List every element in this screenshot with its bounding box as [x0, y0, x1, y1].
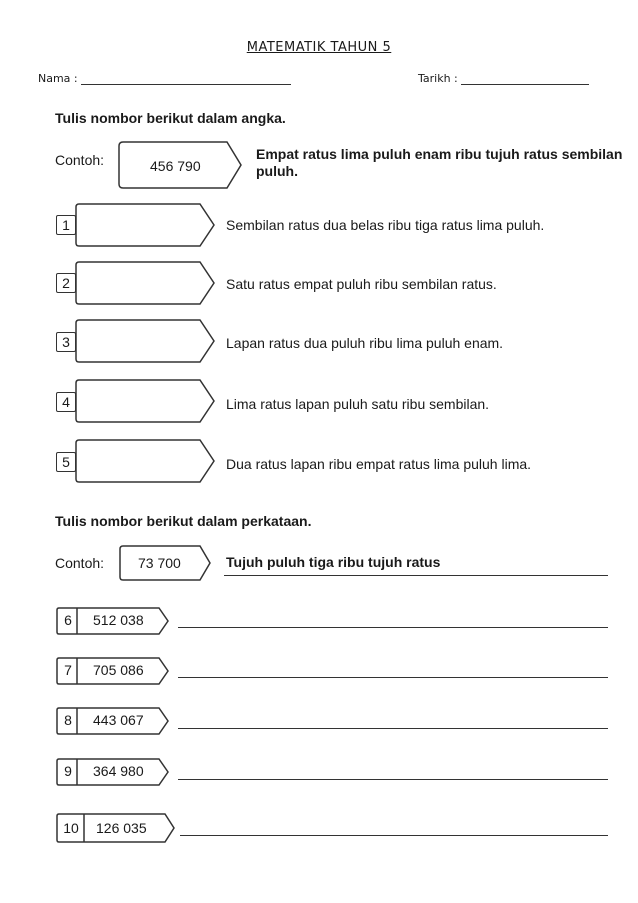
question-number-6: 6: [64, 612, 72, 628]
answer-line-7[interactable]: [178, 676, 608, 678]
section1-example-number: 456 790: [150, 158, 201, 174]
question-value-10: 126 035: [96, 820, 147, 836]
question-number-7: 7: [64, 662, 72, 678]
section2-example-words: Tujuh puluh tiga ribu tujuh ratus: [226, 554, 441, 570]
nama-label: Nama :: [38, 72, 78, 85]
question-number-9: 9: [64, 763, 72, 779]
nama-input-line[interactable]: [81, 74, 291, 85]
question-value-8: 443 067: [93, 712, 144, 728]
question-number-10: 10: [63, 820, 79, 836]
question-number-8: 8: [64, 712, 72, 728]
answer-box-5[interactable]: [74, 438, 219, 484]
section2-example-line: [224, 574, 608, 576]
answer-box-2[interactable]: [74, 260, 219, 306]
section1-example-words-line1: Empat ratus lima puluh enam ribu tujuh ratus sembilan: [256, 146, 623, 162]
answer-line-9[interactable]: [178, 778, 608, 780]
question-number-5: 5: [56, 452, 76, 472]
answer-line-10[interactable]: [180, 834, 608, 836]
question-number-1: 1: [56, 215, 76, 235]
section2-example-label: Contoh:: [55, 555, 105, 571]
question-number-2: 2: [56, 273, 76, 293]
question-value-6: 512 038: [93, 612, 144, 628]
tarikh-field: [418, 72, 589, 85]
tarikh-input-line[interactable]: [461, 74, 589, 85]
question-text-3: Lapan ratus dua puluh ribu lima puluh enam.: [226, 335, 504, 351]
question-text-2: Satu ratus empat puluh ribu sembilan ratus.: [226, 276, 497, 292]
page-title: MATEMATIK TAHUN 5: [246, 40, 392, 55]
nama-field: [38, 72, 291, 85]
question-value-7: 705 086: [93, 662, 144, 678]
question-value-9: 364 980: [93, 763, 144, 779]
question-number-3: 3: [56, 332, 76, 352]
question-text-5: Dua ratus lapan ribu empat ratus lima puluh lima.: [226, 456, 532, 472]
answer-box-3[interactable]: [74, 318, 219, 364]
section2-title: Tulis nombor berikut dalam perkataan.: [55, 513, 312, 529]
answer-box-4[interactable]: [74, 378, 219, 424]
section2-example-number: 73 700: [138, 555, 181, 571]
question-text-4: Lima ratus lapan puluh satu ribu sembilan.: [226, 396, 490, 412]
question-number-4: 4: [56, 392, 76, 412]
answer-box-1[interactable]: [74, 202, 219, 248]
answer-line-8[interactable]: [178, 727, 608, 729]
section1-example-words-line2: puluh.: [256, 163, 298, 179]
section1-example-label: Contoh:: [55, 152, 105, 168]
section1-title: Tulis nombor berikut dalam angka.: [55, 110, 286, 126]
answer-line-6[interactable]: [178, 626, 608, 628]
question-text-1: Sembilan ratus dua belas ribu tiga ratus lima puluh.: [226, 217, 545, 233]
tarikh-label: Tarikh :: [418, 72, 458, 85]
